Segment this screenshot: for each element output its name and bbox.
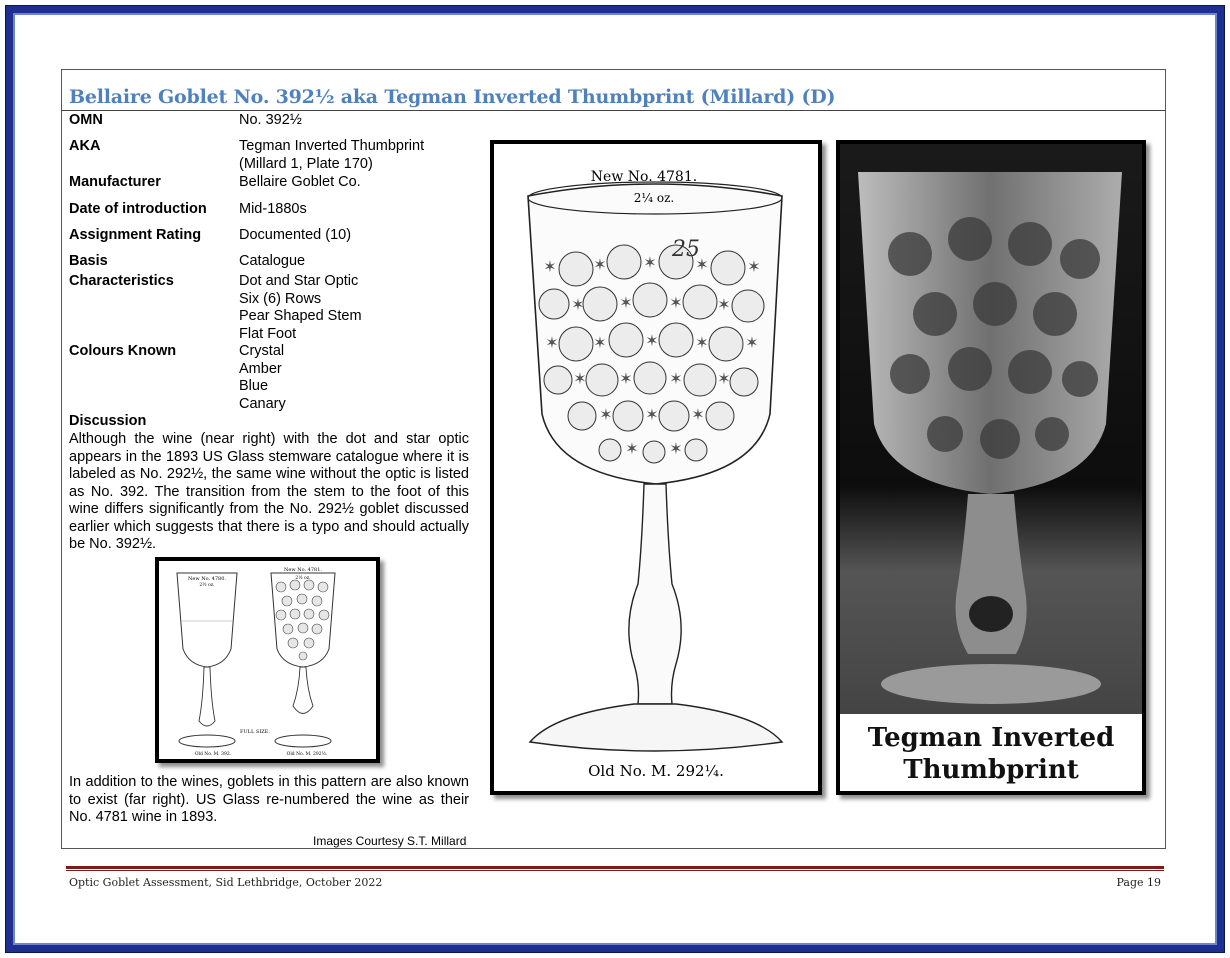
- field-line: (Millard 1, Plate 170): [239, 155, 373, 172]
- field-label: Characteristics: [69, 273, 174, 289]
- title-rule: [61, 110, 1166, 111]
- field-value: [239, 343, 469, 413]
- field-line: Blue: [239, 378, 269, 394]
- svg-text:✶: ✶: [543, 257, 557, 276]
- field-line: Tegman Inverted Thumbprint: [239, 138, 425, 154]
- wine-drawing-image: [490, 140, 822, 795]
- svg-text:✶: ✶: [645, 331, 659, 350]
- field-label: Date of introduction: [69, 201, 207, 217]
- footer-rule: [66, 866, 1164, 869]
- field-line: Canary: [239, 395, 286, 412]
- small-right-top: New No. 4781.: [284, 567, 322, 573]
- svg-text:✶: ✶: [619, 293, 633, 312]
- svg-text:✶: ✶: [545, 333, 559, 352]
- discussion-paragraph-2: In addition to the wines, goblets in this pattern are also known to exist (far right). US Glass re-numbered the wine as their No. 4781 wine in 1893.: [69, 774, 469, 825]
- field-line: Pear Shaped Stem: [239, 308, 362, 324]
- field-label: AKA: [69, 138, 101, 154]
- svg-text:✶: ✶: [669, 293, 683, 312]
- wine-top-caption: New No. 4781.: [590, 169, 698, 185]
- discussion-paragraph: Although the wine (near right) with the dot and star optic appears in the 1893 US Glass stemware catalogue where it is labeled as No. 292½, the same wine without the optic is listed as No. 392. The transition from the stem to the foot of this wine differs significantly from the No. 292½ goblet discussed earlier which suggests that there is a typo and should actually be No. 392½.: [69, 431, 469, 552]
- small-full-size: FULL SIZE.: [239, 729, 271, 735]
- svg-text:✶: ✶: [695, 255, 709, 274]
- field-label: Assignment Rating: [69, 227, 202, 243]
- field-line: Six (6) Rows: [239, 290, 322, 307]
- svg-text:✶: ✶: [695, 333, 709, 352]
- svg-text:✶: ✶: [717, 295, 731, 314]
- field-value: [239, 273, 469, 343]
- image-credit: Images Courtesy S.T. Millard: [313, 834, 467, 848]
- goblet-caption-line2: Thumbprint: [903, 755, 1079, 785]
- svg-text:✶: ✶: [571, 295, 585, 314]
- field-line: Dot and Star Optic: [239, 273, 359, 289]
- page-title: Bellaire Goblet No. 392½ aka Tegman Inverted Thumbprint (Millard) (D): [69, 86, 836, 108]
- field-line: Amber: [239, 360, 282, 377]
- svg-text:✶: ✶: [717, 369, 731, 388]
- svg-text:✶: ✶: [691, 405, 705, 424]
- field-line: Crystal: [239, 343, 285, 359]
- svg-text:✶: ✶: [593, 333, 607, 352]
- field-value: No. 392½: [239, 112, 302, 128]
- footer-left: Optic Goblet Assessment, Sid Lethbridge, October 2022: [69, 876, 383, 889]
- wines-illustration: [159, 561, 376, 759]
- wine-handwritten: 25: [672, 237, 700, 262]
- goblet-photo-image: [836, 140, 1146, 795]
- field-value: [239, 138, 469, 173]
- svg-text:✶: ✶: [599, 405, 613, 424]
- svg-text:✶: ✶: [747, 257, 761, 276]
- field-label: Basis: [69, 253, 108, 269]
- field-value: Mid-1880s: [239, 201, 307, 217]
- small-left-oz: 2½ oz.: [199, 583, 215, 588]
- svg-text:✶: ✶: [669, 439, 683, 458]
- field-label: Manufacturer: [69, 174, 161, 190]
- footer-rule-thin: [66, 870, 1164, 871]
- wine-oz-caption: 2¼ oz.: [633, 191, 675, 205]
- svg-text:✶: ✶: [625, 439, 639, 458]
- svg-text:✶: ✶: [645, 405, 659, 424]
- small-left-bottom: Old No. M. 392.: [194, 752, 232, 757]
- small-right-bottom: Old No. M. 292½.: [286, 752, 328, 757]
- discussion-heading: Discussion: [69, 413, 147, 429]
- svg-text:✶: ✶: [593, 255, 607, 274]
- catalogue-wines-image: [155, 557, 380, 763]
- wine-bottom-caption: Old No. M. 292¼.: [588, 762, 724, 780]
- svg-text:✶: ✶: [745, 333, 759, 352]
- svg-text:✶: ✶: [573, 369, 587, 388]
- field-value: Catalogue: [239, 253, 306, 269]
- field-label: Colours Known: [69, 343, 177, 359]
- goblet-photo: [840, 144, 1142, 791]
- svg-text:✶: ✶: [643, 253, 657, 272]
- small-left-top: New No. 4780.: [188, 576, 226, 582]
- svg-text:✶: ✶: [619, 369, 633, 388]
- svg-text:✶: ✶: [669, 369, 683, 388]
- small-right-oz: 2½ oz.: [295, 576, 311, 581]
- field-label: OMN: [69, 112, 103, 128]
- footer-page-number: Page 19: [1116, 876, 1161, 889]
- wine-illustration: [494, 144, 818, 791]
- field-value: Bellaire Goblet Co.: [239, 174, 361, 190]
- field-value: Documented (10): [239, 227, 352, 243]
- goblet-caption-line1: Tegman Inverted: [867, 723, 1115, 753]
- field-line: Flat Foot: [239, 325, 297, 342]
